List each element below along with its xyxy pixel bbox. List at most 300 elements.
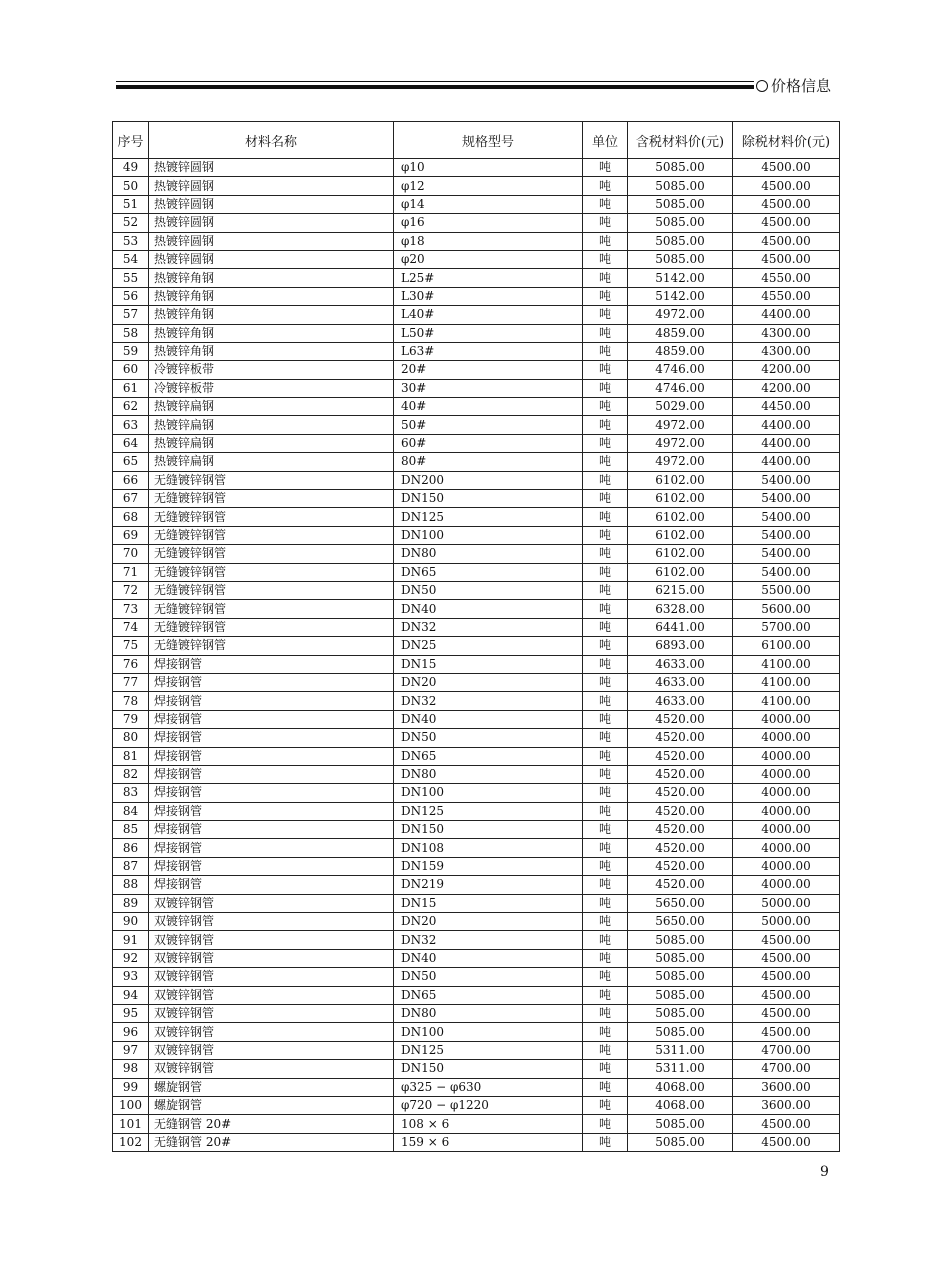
cell-price-tax: 4859.00 (628, 324, 733, 342)
cell-price-tax: 5085.00 (628, 159, 733, 177)
cell-no: 96 (113, 1023, 149, 1041)
cell-no: 98 (113, 1060, 149, 1078)
cell-unit: 吨 (583, 913, 628, 931)
cell-price-notax: 4500.00 (733, 1023, 840, 1041)
cell-unit: 吨 (583, 600, 628, 618)
cell-price-notax: 4200.00 (733, 361, 840, 379)
table-row (113, 600, 840, 618)
cell-price-notax: 4000.00 (733, 784, 840, 802)
table-row (113, 306, 840, 324)
cell-name: 焊接钢管 (149, 784, 394, 802)
cell-no: 90 (113, 913, 149, 931)
table-row (113, 618, 840, 636)
cell-unit: 吨 (583, 784, 628, 802)
cell-price-tax: 5142.00 (628, 287, 733, 305)
cell-price-notax: 4500.00 (733, 949, 840, 967)
cell-unit: 吨 (583, 416, 628, 434)
cell-spec: L25# (394, 269, 583, 287)
cell-unit: 吨 (583, 1078, 628, 1096)
cell-no: 75 (113, 637, 149, 655)
cell-price-notax: 4000.00 (733, 802, 840, 820)
cell-price-notax: 5400.00 (733, 563, 840, 581)
cell-unit: 吨 (583, 232, 628, 250)
cell-spec: DN200 (394, 471, 583, 489)
cell-price-notax: 4100.00 (733, 692, 840, 710)
cell-price-notax: 4100.00 (733, 655, 840, 673)
cell-no: 70 (113, 545, 149, 563)
cell-price-notax: 4000.00 (733, 765, 840, 783)
cell-price-notax: 4000.00 (733, 747, 840, 765)
cell-name: 热镀锌角钢 (149, 287, 394, 305)
cell-spec: φ18 (394, 232, 583, 250)
cell-name: 无缝钢管 20# (149, 1115, 394, 1133)
header-rules (116, 81, 754, 89)
cell-no: 57 (113, 306, 149, 324)
cell-price-tax: 6441.00 (628, 618, 733, 636)
cell-spec: DN150 (394, 821, 583, 839)
cell-no: 65 (113, 453, 149, 471)
table-row (113, 1096, 840, 1114)
cell-no: 73 (113, 600, 149, 618)
cell-price-tax: 4972.00 (628, 306, 733, 324)
cell-no: 101 (113, 1115, 149, 1133)
cell-no: 84 (113, 802, 149, 820)
table-header-row (113, 122, 840, 159)
cell-no: 78 (113, 692, 149, 710)
cell-spec: DN65 (394, 747, 583, 765)
cell-spec: 108 × 6 (394, 1115, 583, 1133)
cell-spec: φ720 − φ1220 (394, 1096, 583, 1114)
table-row (113, 802, 840, 820)
cell-price-tax: 4972.00 (628, 416, 733, 434)
cell-unit: 吨 (583, 581, 628, 599)
cell-name: 无缝镀锌钢管 (149, 581, 394, 599)
cell-spec: L63# (394, 342, 583, 360)
cell-spec: 159 × 6 (394, 1133, 583, 1151)
cell-price-tax: 4520.00 (628, 784, 733, 802)
cell-price-notax: 3600.00 (733, 1078, 840, 1096)
cell-unit: 吨 (583, 1133, 628, 1151)
cell-unit: 吨 (583, 1041, 628, 1059)
cell-spec: DN25 (394, 637, 583, 655)
cell-spec: 40# (394, 398, 583, 416)
cell-spec: DN150 (394, 490, 583, 508)
cell-price-tax: 5085.00 (628, 1115, 733, 1133)
cell-no: 63 (113, 416, 149, 434)
cell-name: 螺旋钢管 (149, 1078, 394, 1096)
cell-price-tax: 5650.00 (628, 913, 733, 931)
cell-spec: DN15 (394, 894, 583, 912)
cell-name: 热镀锌角钢 (149, 324, 394, 342)
cell-unit: 吨 (583, 876, 628, 894)
table-row (113, 177, 840, 195)
page-number: 9 (820, 1164, 829, 1180)
cell-price-notax: 4400.00 (733, 306, 840, 324)
cell-price-notax: 4500.00 (733, 195, 840, 213)
table-row (113, 563, 840, 581)
cell-price-tax: 6102.00 (628, 545, 733, 563)
cell-no: 54 (113, 250, 149, 268)
cell-name: 无缝镀锌钢管 (149, 563, 394, 581)
cell-spec: 60# (394, 434, 583, 452)
cell-price-tax: 5085.00 (628, 177, 733, 195)
cell-price-notax: 4500.00 (733, 1133, 840, 1151)
cell-no: 85 (113, 821, 149, 839)
cell-no: 50 (113, 177, 149, 195)
cell-no: 92 (113, 949, 149, 967)
cell-price-notax: 4700.00 (733, 1041, 840, 1059)
cell-price-tax: 4068.00 (628, 1078, 733, 1096)
cell-price-tax: 4746.00 (628, 361, 733, 379)
cell-spec: DN40 (394, 710, 583, 728)
cell-price-tax: 5085.00 (628, 1023, 733, 1041)
cell-no: 79 (113, 710, 149, 728)
cell-unit: 吨 (583, 490, 628, 508)
cell-unit: 吨 (583, 765, 628, 783)
cell-price-notax: 4550.00 (733, 269, 840, 287)
cell-price-notax: 4000.00 (733, 857, 840, 875)
cell-spec: DN80 (394, 765, 583, 783)
cell-spec: 20# (394, 361, 583, 379)
table-row (113, 398, 840, 416)
table-row (113, 729, 840, 747)
table-row (113, 324, 840, 342)
cell-name: 焊接钢管 (149, 710, 394, 728)
cell-price-tax: 4520.00 (628, 747, 733, 765)
table-row (113, 453, 840, 471)
cell-name: 无缝镀锌钢管 (149, 618, 394, 636)
cell-price-tax: 5085.00 (628, 195, 733, 213)
cell-name: 热镀锌扁钢 (149, 434, 394, 452)
cell-price-notax: 4000.00 (733, 729, 840, 747)
cell-no: 94 (113, 986, 149, 1004)
cell-unit: 吨 (583, 857, 628, 875)
cell-price-tax: 4972.00 (628, 453, 733, 471)
cell-unit: 吨 (583, 673, 628, 691)
cell-name: 无缝镀锌钢管 (149, 490, 394, 508)
cell-no: 60 (113, 361, 149, 379)
cell-unit: 吨 (583, 361, 628, 379)
column-header-spec: 规格型号 (394, 122, 583, 159)
cell-name: 无缝镀锌钢管 (149, 526, 394, 544)
cell-price-tax: 4859.00 (628, 342, 733, 360)
cell-name: 冷镀锌板带 (149, 379, 394, 397)
cell-no: 69 (113, 526, 149, 544)
cell-no: 62 (113, 398, 149, 416)
cell-price-notax: 4000.00 (733, 876, 840, 894)
cell-unit: 吨 (583, 710, 628, 728)
cell-spec: DN100 (394, 1023, 583, 1041)
cell-spec: DN40 (394, 600, 583, 618)
table-row (113, 526, 840, 544)
cell-unit: 吨 (583, 526, 628, 544)
cell-no: 72 (113, 581, 149, 599)
table-row (113, 857, 840, 875)
cell-name: 无缝镀锌钢管 (149, 600, 394, 618)
table-row (113, 692, 840, 710)
cell-no: 83 (113, 784, 149, 802)
cell-spec: DN32 (394, 692, 583, 710)
cell-spec: DN150 (394, 1060, 583, 1078)
cell-no: 56 (113, 287, 149, 305)
cell-no: 49 (113, 159, 149, 177)
cell-price-tax: 4972.00 (628, 434, 733, 452)
cell-spec: DN50 (394, 729, 583, 747)
cell-price-tax: 5085.00 (628, 1004, 733, 1022)
cell-no: 64 (113, 434, 149, 452)
cell-name: 双镀锌钢管 (149, 931, 394, 949)
cell-price-tax: 5029.00 (628, 398, 733, 416)
cell-price-tax: 4633.00 (628, 673, 733, 691)
cell-no: 51 (113, 195, 149, 213)
cell-price-notax: 4400.00 (733, 416, 840, 434)
cell-spec: DN108 (394, 839, 583, 857)
cell-name: 热镀锌圆钢 (149, 250, 394, 268)
table-row (113, 784, 840, 802)
table-row (113, 250, 840, 268)
cell-price-notax: 4700.00 (733, 1060, 840, 1078)
cell-unit: 吨 (583, 545, 628, 563)
cell-name: 双镀锌钢管 (149, 986, 394, 1004)
cell-spec: DN65 (394, 986, 583, 1004)
cell-spec: φ20 (394, 250, 583, 268)
cell-name: 双镀锌钢管 (149, 1004, 394, 1022)
cell-price-notax: 4300.00 (733, 324, 840, 342)
cell-name: 无缝钢管 20# (149, 1133, 394, 1151)
cell-unit: 吨 (583, 894, 628, 912)
table-row (113, 416, 840, 434)
cell-spec: L50# (394, 324, 583, 342)
cell-price-notax: 4500.00 (733, 1115, 840, 1133)
table-row (113, 361, 840, 379)
column-header-unit: 单位 (583, 122, 628, 159)
cell-price-notax: 4000.00 (733, 839, 840, 857)
cell-unit: 吨 (583, 269, 628, 287)
cell-no: 97 (113, 1041, 149, 1059)
cell-price-notax: 5700.00 (733, 618, 840, 636)
cell-name: 无缝镀锌钢管 (149, 471, 394, 489)
cell-unit: 吨 (583, 159, 628, 177)
cell-price-tax: 4068.00 (628, 1096, 733, 1114)
cell-spec: DN80 (394, 1004, 583, 1022)
table-row (113, 1133, 840, 1151)
cell-price-notax: 4550.00 (733, 287, 840, 305)
table-row (113, 269, 840, 287)
cell-price-tax: 4520.00 (628, 765, 733, 783)
cell-no: 100 (113, 1096, 149, 1114)
header-rule-thin (116, 81, 754, 82)
cell-name: 双镀锌钢管 (149, 968, 394, 986)
cell-no: 95 (113, 1004, 149, 1022)
cell-spec: DN15 (394, 655, 583, 673)
cell-price-notax: 4500.00 (733, 232, 840, 250)
cell-no: 53 (113, 232, 149, 250)
cell-no: 89 (113, 894, 149, 912)
cell-price-notax: 4500.00 (733, 986, 840, 1004)
cell-name: 热镀锌角钢 (149, 269, 394, 287)
cell-unit: 吨 (583, 398, 628, 416)
cell-name: 焊接钢管 (149, 821, 394, 839)
cell-spec: DN100 (394, 784, 583, 802)
cell-price-tax: 4746.00 (628, 379, 733, 397)
cell-price-notax: 4500.00 (733, 214, 840, 232)
cell-price-tax: 4520.00 (628, 857, 733, 875)
cell-no: 76 (113, 655, 149, 673)
cell-spec: DN40 (394, 949, 583, 967)
cell-spec: DN50 (394, 581, 583, 599)
cell-spec: L40# (394, 306, 583, 324)
cell-price-notax: 5000.00 (733, 913, 840, 931)
table-row (113, 581, 840, 599)
cell-spec: φ12 (394, 177, 583, 195)
table-row (113, 986, 840, 1004)
table-row (113, 490, 840, 508)
cell-price-tax: 5085.00 (628, 1133, 733, 1151)
cell-price-notax: 4500.00 (733, 968, 840, 986)
price-table (112, 121, 840, 1152)
cell-price-notax: 5400.00 (733, 490, 840, 508)
cell-unit: 吨 (583, 195, 628, 213)
cell-price-tax: 5311.00 (628, 1060, 733, 1078)
cell-name: 焊接钢管 (149, 729, 394, 747)
cell-no: 87 (113, 857, 149, 875)
cell-spec: 80# (394, 453, 583, 471)
cell-price-tax: 6102.00 (628, 471, 733, 489)
column-header-no: 序号 (113, 122, 149, 159)
cell-unit: 吨 (583, 1096, 628, 1114)
cell-no: 88 (113, 876, 149, 894)
cell-no: 81 (113, 747, 149, 765)
cell-name: 双镀锌钢管 (149, 1041, 394, 1059)
cell-unit: 吨 (583, 1060, 628, 1078)
cell-no: 66 (113, 471, 149, 489)
cell-spec: DN20 (394, 673, 583, 691)
circle-bullet-icon (756, 80, 768, 92)
cell-price-tax: 4520.00 (628, 729, 733, 747)
table-row (113, 545, 840, 563)
table-row (113, 876, 840, 894)
cell-price-notax: 4300.00 (733, 342, 840, 360)
cell-name: 焊接钢管 (149, 747, 394, 765)
cell-no: 52 (113, 214, 149, 232)
table-row (113, 232, 840, 250)
cell-name: 双镀锌钢管 (149, 894, 394, 912)
cell-name: 冷镀锌板带 (149, 361, 394, 379)
cell-spec: DN20 (394, 913, 583, 931)
table-row (113, 673, 840, 691)
cell-unit: 吨 (583, 342, 628, 360)
cell-unit: 吨 (583, 250, 628, 268)
cell-no: 58 (113, 324, 149, 342)
cell-no: 91 (113, 931, 149, 949)
cell-price-notax: 4500.00 (733, 177, 840, 195)
cell-name: 焊接钢管 (149, 876, 394, 894)
cell-unit: 吨 (583, 287, 628, 305)
table-row (113, 159, 840, 177)
cell-name: 热镀锌扁钢 (149, 398, 394, 416)
cell-unit: 吨 (583, 839, 628, 857)
cell-price-tax: 5311.00 (628, 1041, 733, 1059)
table-row (113, 379, 840, 397)
cell-name: 无缝镀锌钢管 (149, 545, 394, 563)
cell-price-tax: 4633.00 (628, 655, 733, 673)
cell-price-tax: 6102.00 (628, 508, 733, 526)
cell-no: 93 (113, 968, 149, 986)
cell-price-notax: 3600.00 (733, 1096, 840, 1114)
cell-unit: 吨 (583, 949, 628, 967)
cell-spec: φ325 − φ630 (394, 1078, 583, 1096)
cell-no: 74 (113, 618, 149, 636)
cell-price-tax: 5085.00 (628, 986, 733, 1004)
cell-price-notax: 5400.00 (733, 526, 840, 544)
cell-price-notax: 6100.00 (733, 637, 840, 655)
cell-unit: 吨 (583, 655, 628, 673)
cell-price-notax: 4500.00 (733, 931, 840, 949)
cell-unit: 吨 (583, 563, 628, 581)
cell-price-tax: 5085.00 (628, 968, 733, 986)
cell-name: 螺旋钢管 (149, 1096, 394, 1114)
cell-price-notax: 5400.00 (733, 471, 840, 489)
table-row (113, 747, 840, 765)
cell-price-notax: 5600.00 (733, 600, 840, 618)
cell-unit: 吨 (583, 177, 628, 195)
cell-price-tax: 6102.00 (628, 490, 733, 508)
cell-price-tax: 5085.00 (628, 214, 733, 232)
cell-price-notax: 4500.00 (733, 250, 840, 268)
cell-price-notax: 5500.00 (733, 581, 840, 599)
cell-price-tax: 6215.00 (628, 581, 733, 599)
cell-unit: 吨 (583, 306, 628, 324)
table-row (113, 471, 840, 489)
cell-price-tax: 6328.00 (628, 600, 733, 618)
table-row (113, 287, 840, 305)
cell-unit: 吨 (583, 692, 628, 710)
table-row (113, 894, 840, 912)
cell-unit: 吨 (583, 453, 628, 471)
cell-price-notax: 4400.00 (733, 453, 840, 471)
cell-spec: DN65 (394, 563, 583, 581)
cell-name: 热镀锌角钢 (149, 342, 394, 360)
cell-name: 焊接钢管 (149, 655, 394, 673)
cell-price-tax: 5085.00 (628, 232, 733, 250)
cell-unit: 吨 (583, 379, 628, 397)
table-row (113, 655, 840, 673)
cell-unit: 吨 (583, 1023, 628, 1041)
cell-price-notax: 4200.00 (733, 379, 840, 397)
cell-spec: 50# (394, 416, 583, 434)
table-row (113, 931, 840, 949)
cell-name: 焊接钢管 (149, 673, 394, 691)
cell-price-tax: 5085.00 (628, 250, 733, 268)
table-row (113, 1023, 840, 1041)
cell-name: 双镀锌钢管 (149, 1060, 394, 1078)
cell-name: 热镀锌圆钢 (149, 159, 394, 177)
cell-spec: DN125 (394, 508, 583, 526)
table-row (113, 1004, 840, 1022)
cell-name: 热镀锌扁钢 (149, 453, 394, 471)
cell-price-notax: 5000.00 (733, 894, 840, 912)
cell-price-notax: 4500.00 (733, 159, 840, 177)
cell-price-notax: 4450.00 (733, 398, 840, 416)
cell-price-notax: 4000.00 (733, 821, 840, 839)
table-row (113, 1078, 840, 1096)
cell-unit: 吨 (583, 324, 628, 342)
cell-spec: DN80 (394, 545, 583, 563)
cell-no: 80 (113, 729, 149, 747)
cell-spec: 30# (394, 379, 583, 397)
table-row (113, 913, 840, 931)
cell-unit: 吨 (583, 986, 628, 1004)
